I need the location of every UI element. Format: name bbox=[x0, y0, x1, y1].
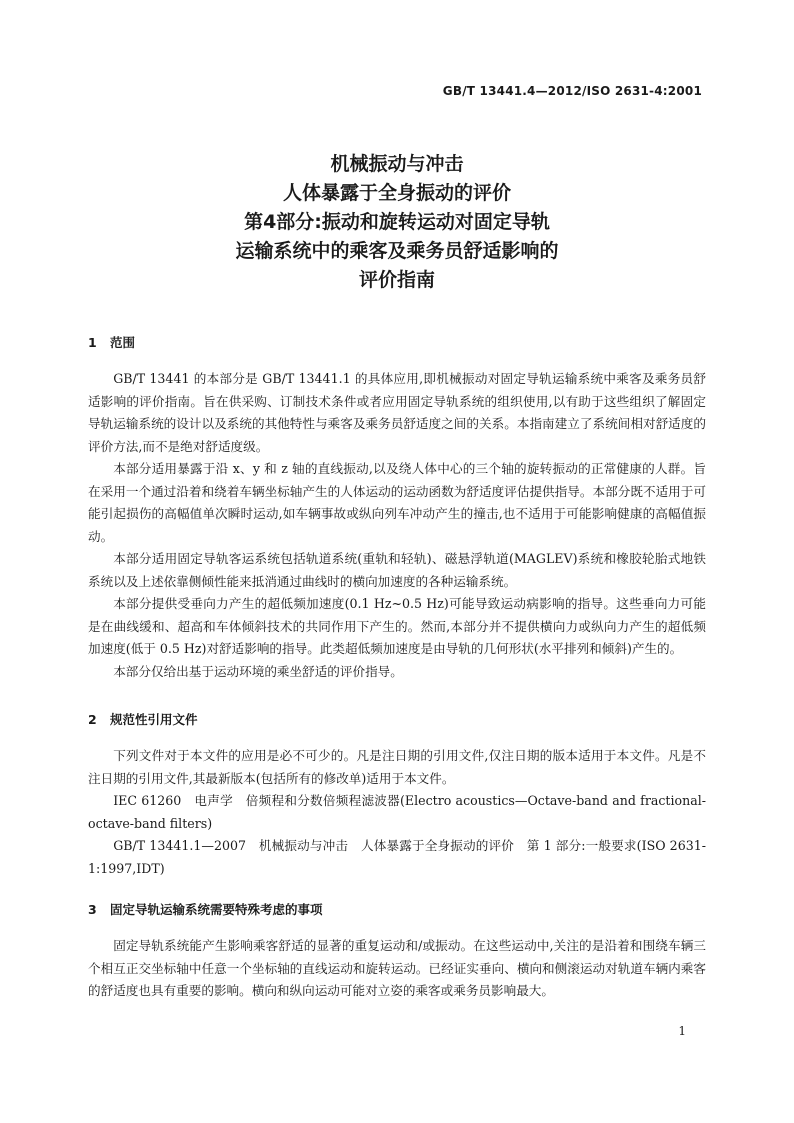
section-number: 1 bbox=[88, 335, 97, 350]
paragraph: 本部分适用暴露于沿 x、y 和 z 轴的直线振动,以及绕人体中心的三个轴的旋转振动的正常健康的人群。旨在采用一个通过沿着和绕着车辆坐标轴产生的人体运动的运动函数为舒适度评估提供指导。本部分既不适用于可能引起损伤的高幅值单次瞬时运动,如车辆事故或纵向列车冲动产生的撞击,也不适用于可能影响健康的高幅值振动。 bbox=[88, 461, 706, 544]
reference-entry: IEC 61260 电声学 倍频程和分数倍频程滤波器(Electro acoustics—Octave-band and fractional-octave-band filters) bbox=[88, 793, 706, 831]
paragraph: 本部分仅给出基于运动环境的乘坐舒适的评价指导。 bbox=[113, 664, 403, 679]
paragraph: 下列文件对于本文件的应用是必不可少的。凡是注日期的引用文件,仅注日期的版本适用于本文件。凡是不注日期的引用文件,其最新版本(包括所有的修改单)适用于本文件。 bbox=[88, 748, 706, 786]
paragraph: 固定导轨系统能产生影响乘客舒适的显著的重复运动和/或振动。在这些运动中,关注的是沿着和围绕车辆三个相互正交坐标轴中任意一个坐标轴的直线运动和旋转运动。已经证实垂向、横向和侧滚运动对轨道车辆内乘客的舒适度也具有重要的影响。横向和纵向运动可能对立姿的乘客或乘务员影响最大。 bbox=[88, 938, 706, 998]
section-title: 固定导轨运输系统需要特殊考虑的事项 bbox=[110, 902, 323, 917]
section-heading-normative-references bbox=[88, 710, 198, 728]
paragraph: GB/T 13441 的本部分是 GB/T 13441.1 的具体应用,即机械振动对固定导轨运输系统中乘客及乘务员舒适影响的评价指南。旨在供采购、订制技术条件或者应用固定导轨系统的组织使用,以有助于这些组织了解固定导轨运输系统的设计以及系统的其他特性与乘客及乘务员舒适度之间的关系。本指南建立了系统间相对舒适度的评价方法,而不是绝对舒适度级。 bbox=[88, 371, 706, 454]
title-line: 机械振动与冲击 bbox=[330, 153, 464, 175]
title-line: 第4部分:振动和旋转运动对固定导轨 bbox=[244, 211, 550, 233]
section-number: 3 bbox=[88, 902, 97, 917]
title-line: 人体暴露于全身振动的评价 bbox=[282, 182, 511, 204]
section-title: 范围 bbox=[110, 335, 136, 350]
section-heading-scope bbox=[88, 333, 135, 351]
page-number: 1 bbox=[678, 1024, 686, 1038]
section-heading-special-considerations bbox=[88, 900, 323, 918]
document-title bbox=[0, 150, 794, 295]
paragraph: 本部分适用固定导轨客运系统包括轨道系统(重轨和轻轨)、磁悬浮轨道(MAGLEV)系统和橡胶轮胎式地铁系统以及上述依靠侧倾性能来抵消通过曲线时的横向加速度的各种运输系统。 bbox=[88, 551, 706, 589]
section-number: 2 bbox=[88, 712, 97, 727]
paragraph: 本部分提供受垂向力产生的超低频加速度(0.1 Hz~0.5 Hz)可能导致运动病影响的指导。这些垂向力可能是在曲线缓和、超高和车体倾斜技术的共同作用下产生的。然而,本部分并不提供横向力或纵向力产生的超低频加速度(低于 0.5 Hz)对舒适影响的指导。此类超低频加速度是由导轨的几何形状(水平排列和倾斜)产生的。 bbox=[88, 596, 706, 656]
title-line: 评价指南 bbox=[358, 269, 435, 291]
reference-entry: GB/T 13441.1—2007 机械振动与冲击 人体暴露于全身振动的评价 第 1 部分:一般要求(ISO 2631-1:1997,IDT) bbox=[88, 838, 706, 876]
section-title: 规范性引用文件 bbox=[110, 712, 198, 727]
title-line: 运输系统中的乘客及乘务员舒适影响的 bbox=[235, 240, 559, 262]
standard-code: GB/T 13441.4—2012/ISO 2631-4:2001 bbox=[442, 84, 702, 98]
